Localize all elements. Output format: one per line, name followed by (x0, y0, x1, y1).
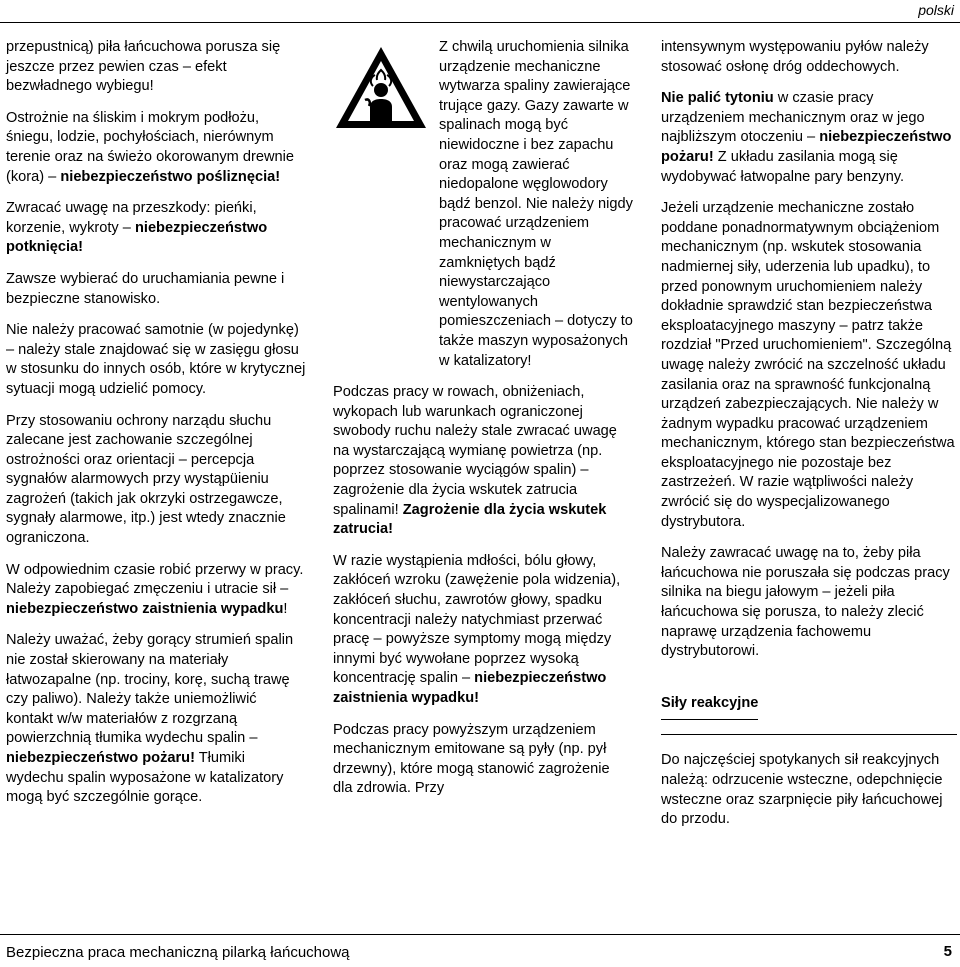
text: ! (283, 600, 288, 617)
warning-accident-2: niebezpieczeństwo zaistnienia wypadku! (333, 670, 607, 706)
paragraph-breaks (6, 561, 306, 620)
paragraph-obstacles (6, 199, 306, 258)
exhaust-warning-text: Z chwilą uruchomienia silnika urządzenie mechaniczne wytwarza spaliny zawierające trujące gazy. Gazy zawarte w spalinach mogą być niewidoczne i bez zapachu oraz mogą zawierać niedopalone węglowodory bądź benzol. Nie należy nigdy pracować urządzeniem mechanicznym w zamkniętych bądź niewystarczająco wentylowanych pomieszczeniach – dotyczy to także maszyn wyposażonych w katalizatory! (439, 39, 633, 369)
paragraph-respiratory: intensywnym występowaniu pyłów należy stosować osłonę dróg oddechowych. (661, 39, 929, 75)
page-number: 5 (943, 943, 952, 960)
text: Z układu zasilania mogą się wydobywać łatwopalne pary benzyny. (661, 148, 905, 185)
fumes-warning-icon (333, 38, 433, 371)
warning-slip: niebezpieczeństwo pośliznęcia! (60, 168, 281, 185)
text: Tłumiki wydechu spalin wyposażone w katalizatory mogą być szczególnie gorące. (6, 750, 284, 806)
paragraph-exhaust (6, 631, 306, 807)
exhaust-warning-block (333, 38, 633, 371)
warning-no-smoking: Nie palić tytoniu (661, 90, 774, 107)
footer-rule (0, 934, 960, 935)
text: W razie wystąpienia mdłości, bólu głowy, zakłóceń wzroku (zawężenie pola widzenia), zakłóceń słuchu, zawrotów głowy, spadku koncentracji należy natychmiast przerwać pracę – powyższe symptomy mogą między innymi być wywołane poprzez wysoką koncentrację spalin – (333, 552, 621, 687)
paragraph-idle: Należy zawracać uwagę na to, żeby piła łańcuchowa nie poruszała się podczas pracy silnika na biegu jałowym – jeżeli piła łańcuchowa się porusza, to należy zlecić naprawę urządzenia fachowemu dystrybutorowi. (661, 545, 950, 660)
text: Ostrożnie na śliskim i mokrym podłożu, śniegu, lodzie, pochyłościach, nierównym terenie oraz na świeżo okorowanym drewnie (kora) – (6, 109, 294, 185)
warning-poisoning: Zagrożenie dla życia wskutek zatrucia! (333, 501, 607, 538)
header-rule (0, 22, 960, 23)
section-heading-reactive-forces: Siły reakcyjne (661, 694, 758, 721)
text: Podczas pracy w rowach, obniżeniach, wykopach lub warunkach ograniczonej swobody ruchu należy stale zwracać uwagę na wystarczającą wymianę powietrza (np. poprzez stosowanie wyciągów spalin) – zagrożenie dla życia wskutek zatrucia spalinami! (333, 384, 617, 518)
paragraph-slippery (6, 109, 306, 187)
text: Zwracać uwagę na przeszkody: pieńki, korzenie, wykroty – (6, 200, 257, 236)
column-middle (333, 38, 633, 811)
column-left (6, 38, 306, 820)
paragraph-alone: Nie należy pracować samotnie (w pojedynkę) – należy stale znajdować się w zasięgu głosu w stosunku do innych osób, które w krytycznej sytuacji mogą udzielić pomocy. (6, 322, 306, 397)
paragraph-reactive-forces: Do najczęściej spotykanych sił reakcyjnych należą: odrzucenie wsteczne, odepchnięcie wsteczne oraz szarpnięcie piły łańcuchowej do przodu. (661, 752, 943, 828)
paragraph-inertia: przepustnicą) piła łańcuchowa porusza się jeszcze przez pewien czas – efekt bezwładnego wybiegu! (6, 39, 281, 95)
warning-trip: niebezpieczeństwo potknięcia! (6, 219, 268, 256)
paragraph-overload: Jeżeli urządzenie mechaniczne zostało poddane ponadnormatywnym obciążeniom mechanicznym (np. wskutek stosowania nadmiernej siły, uderzenia lub upadku), to przed ponownym uruchomieniem należy dokładnie sprawdzić stan bezpieczeństwa eksploatacyjnego maszyny – patrz także rozdział "Przed uruchomieniem". Szczególną uwagę należy zwrócić na szczelność układu zasilania oraz na sprawność funkcjonalną urządzeń zabezpieczających. Nie należy w żadnym wypadku pracować urządzeniem mechanicznym, którego stan bezpieczeństwa eksploatacyjnego nie pozostaje bez zastrzeżeń. W razie wątpliwości należy zwrócić się do wyspecjalizowanego dystrybutora. (661, 200, 955, 530)
text: Należy uważać, żeby gorący strumień spalin nie został skierowany na materiały łatwozapalne (np. trociny, korę, suchą trawę czy paliwo). Należy także uniemożliwić kontakt w/w materiałów z rozgrzaną powierzchnią tłumika wydechu spalin – (6, 632, 294, 747)
paragraph-stance: Zawsze wybierać do uruchamiania pewne i bezpieczne stanowisko. (6, 270, 285, 307)
paragraph-symptoms (333, 552, 633, 709)
paragraph-smoking (661, 89, 957, 187)
paragraph-hearing: Przy stosowaniu ochrony narządu słuchu zalecane jest zachowanie szczególnej ostrożności oraz orientacji – percepcja sygnałów alarmowych przy wystąpüieniu zagrożeń (takich jak okrzyki ostrzegawcze, sygnały alarmowe, itp.) jest wtedy znacznie ograniczona. (6, 412, 286, 547)
column-right (661, 38, 957, 842)
paragraph-dust: Podczas pracy powyższym urządzeniem mechanicznym emitowane są pyły (np. pył drzewny), które mogą stanowić zagrożenie dla zdrowia. Przy (333, 721, 610, 797)
text: w czasie pracy urządzeniem mechanicznym oraz w jego najbliższym otoczeniu – (661, 90, 925, 146)
text: W odpowiednim czasie robić przerwy w pracy. Należy zapobiegać zmęczeniu i utracie sił – (6, 561, 304, 598)
language-label: polski (918, 2, 954, 18)
footer-title: Bezpieczna praca mechaniczną pilarką łańcuchową (6, 944, 350, 961)
warning-accident: niebezpieczeństwo zaistnienia wypadku (6, 600, 284, 617)
warning-fire: niebezpieczeństwo pożaru! (6, 750, 195, 766)
warning-triangle-icon (333, 44, 429, 132)
paragraph-trenches (333, 383, 633, 540)
warning-fire-2: niebezpieczeństwo pożaru! (661, 129, 952, 165)
heading-rule (661, 734, 957, 735)
